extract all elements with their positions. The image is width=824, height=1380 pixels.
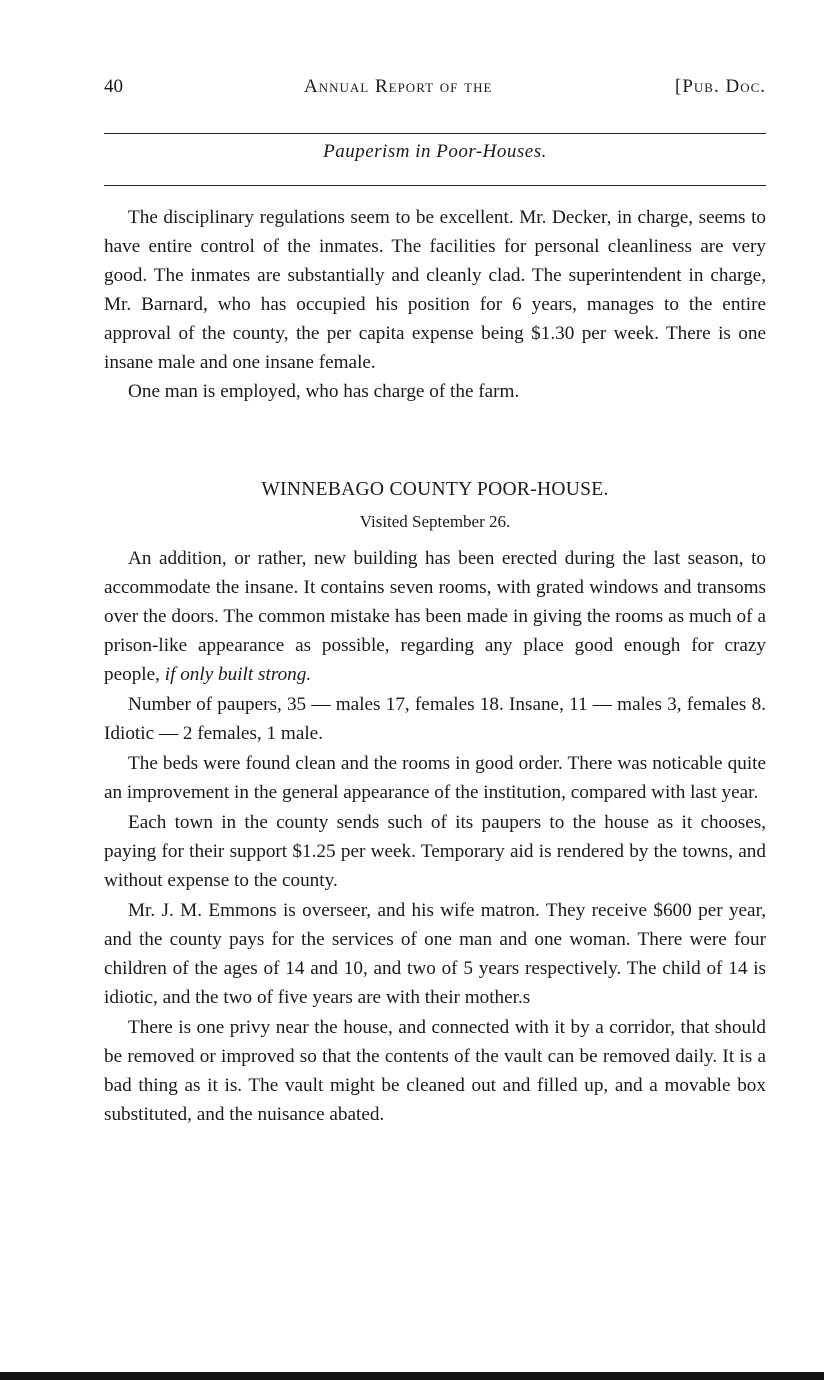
bottom-rule bbox=[104, 185, 766, 186]
top-rule bbox=[104, 133, 766, 134]
paragraph-beds: The beds were found clean and the rooms in good order. There was noticable quite an improvement in the general appearance of the institution, compared with last year. bbox=[104, 753, 766, 803]
county-heading: WINNEBAGO COUNTY POOR-HOUSE. bbox=[261, 479, 609, 500]
new-building-text: An addition, or rather, new building has been erected during the last season, to accommodate the insane. It contains seven rooms, with grated windows and transoms over the doors. The common mistake has been made in giving the rooms as much of a prison-like appearance as possible, regarding any place good enough for crazy people, bbox=[104, 548, 766, 685]
continued-report-text bbox=[104, 203, 766, 406]
paragraph-town-support: Each town in the county sends such of its paupers to the house as it chooses, paying for their support $1.25 per week. Temporary aid is rendered by the towns, and without expense to the county. bbox=[104, 812, 766, 891]
paragraph-new-building bbox=[104, 544, 766, 689]
winnebago-report-text bbox=[104, 544, 766, 1130]
emphasized-text: if only built strong. bbox=[164, 664, 312, 685]
page-header bbox=[104, 76, 766, 106]
paragraph-overseer: Mr. J. M. Emmons is overseer, and his wife matron. They receive $600 per year, and the county pays for the services of one man and one woman. There were four children of the ages of 14 and 10, and two of 5 years respectively. The child of 14 is idiotic, and the two of five years are with their mother.s bbox=[104, 900, 766, 1008]
document-reference: [Pub. Doc. bbox=[675, 76, 766, 97]
page-number: 40 bbox=[104, 76, 123, 97]
visit-date: Visited September 26. bbox=[359, 512, 511, 531]
paragraph-employment: One man is employed, who has charge of the farm. bbox=[128, 381, 520, 402]
paragraph-pauper-count: Number of paupers, 35 — males 17, females 18. Insane, 11 — males 3, females 8. Idiotic — 2 females, 1 male. bbox=[104, 694, 766, 744]
paragraph-regulations: The disciplinary regulations seem to be excellent. Mr. Decker, in charge, seems to have entire control of the inmates. The facilities for personal cleanliness are very good. The inmates are substantially and cleanly clad. The superintendent in charge, Mr. Barnard, who has occupied his position for 6 years, manages to the entire approval of the county, the per capita expense being $1.30 per week. There is one insane male and one insane female. bbox=[104, 207, 766, 373]
section-title: Pauperism in Poor-Houses. bbox=[323, 141, 547, 162]
page-bottom-edge bbox=[0, 1372, 824, 1380]
running-title: Annual Report of the bbox=[304, 76, 493, 97]
paragraph-privy: There is one privy near the house, and connected with it by a corridor, that should be removed or improved so that the contents of the vault can be removed daily. It is a bad thing as it is. The vault might be cleaned out and filled up, and a movable box substituted, and the nuisance abated. bbox=[104, 1017, 766, 1125]
